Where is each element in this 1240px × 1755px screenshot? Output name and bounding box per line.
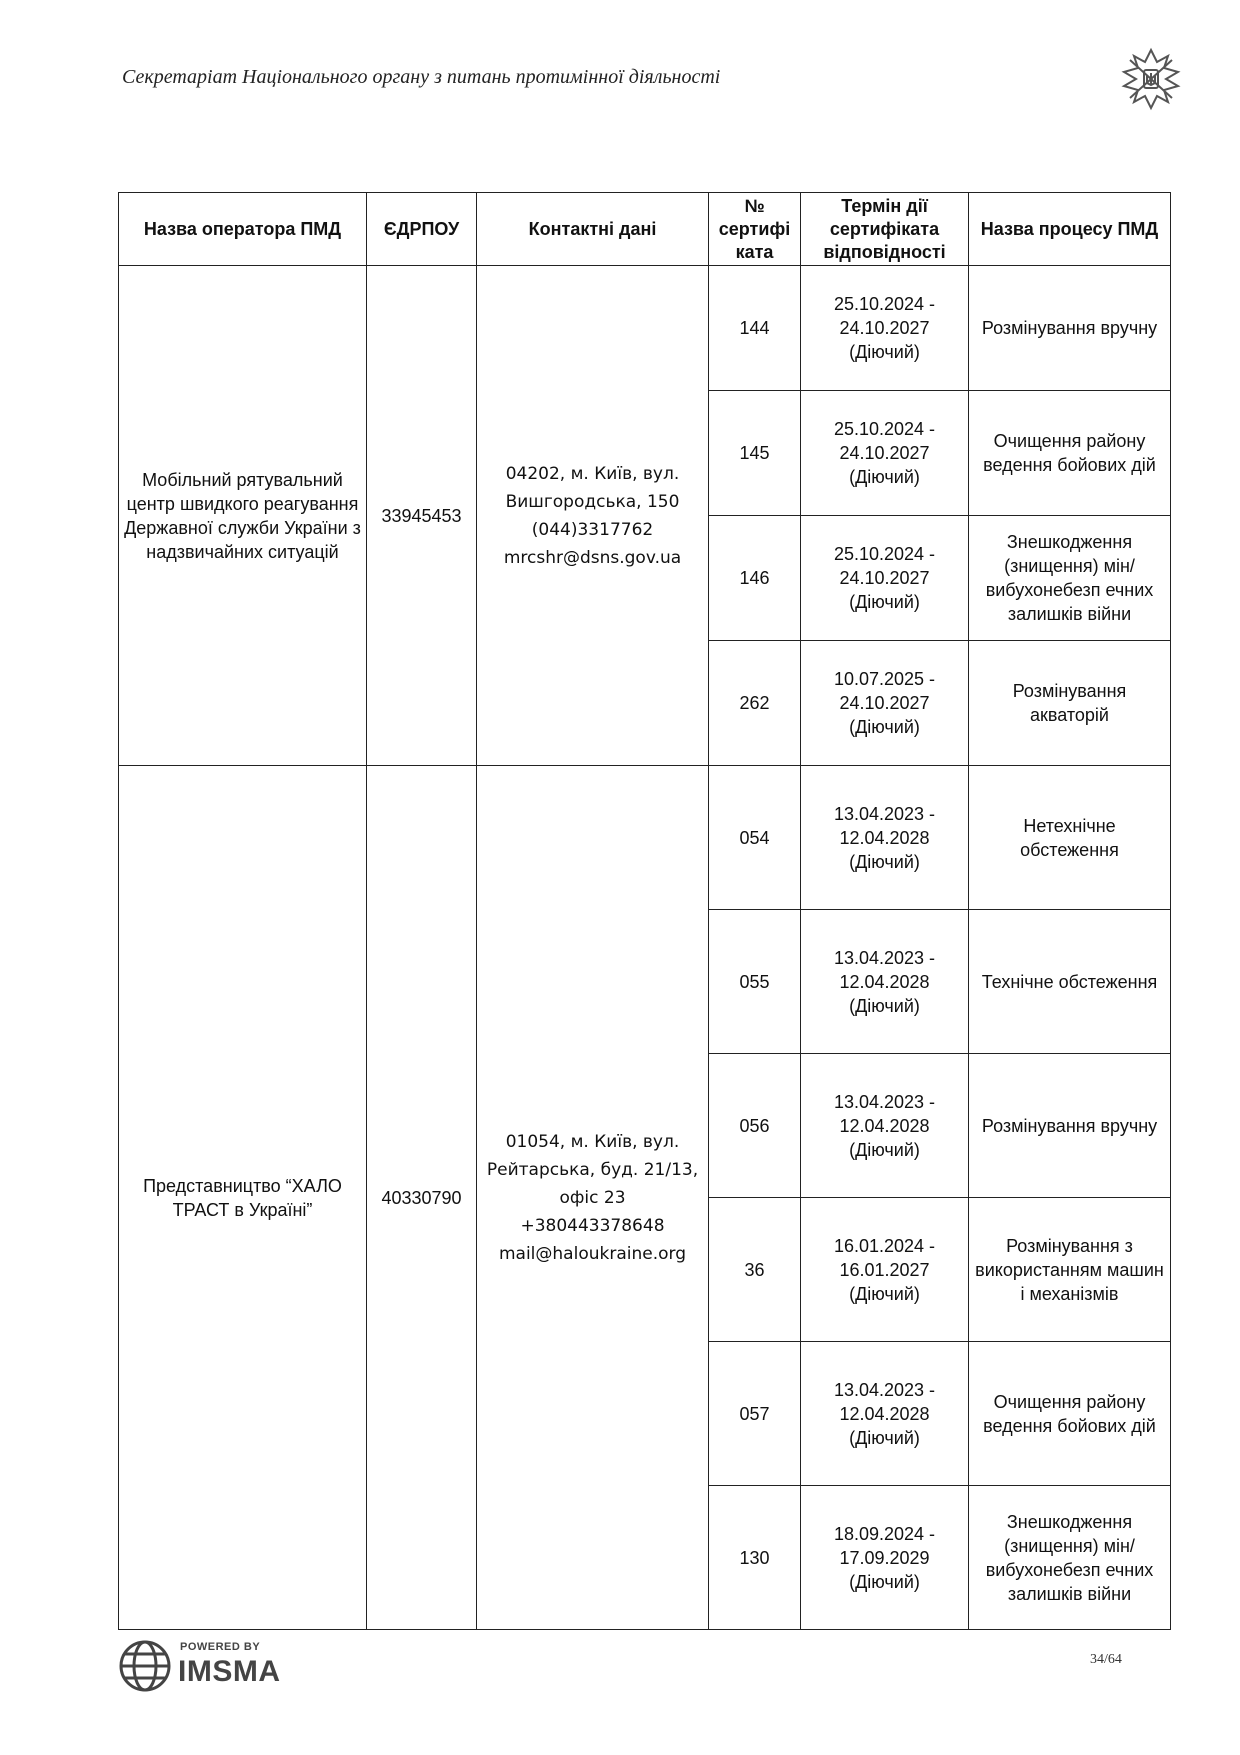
- column-header-validity-term: Термін дії сертифіката відповідності: [801, 193, 969, 266]
- table-row: [119, 266, 1171, 391]
- operator-name-cell: Представництво “ХАЛО ТРАСТ в Україні”: [119, 766, 367, 1630]
- logo-imsma: IMSMA: [178, 1655, 281, 1688]
- column-header-operator: Назва оператора ПМД: [119, 193, 367, 266]
- cert-term-cell: 10.07.2025 - 24.10.2027 (Діючий): [801, 641, 969, 766]
- column-header-process-name: Назва процесу ПМД: [969, 193, 1171, 266]
- contacts-cell: [477, 266, 709, 766]
- logo-powered-by: POWERED BY: [180, 1641, 261, 1653]
- cert-number-cell: 057: [709, 1342, 801, 1486]
- cert-term-cell: 13.04.2023 - 12.04.2028 (Діючий): [801, 1054, 969, 1198]
- mine-action-emblem-icon: [1118, 46, 1184, 112]
- operator-name-cell: Мобільний рятувальний центр швидкого реагування Державної служби України з надзвичайних ситуацій: [119, 266, 367, 766]
- cert-number-cell: 055: [709, 910, 801, 1054]
- cert-number-cell: 36: [709, 1198, 801, 1342]
- globe-icon: [118, 1639, 172, 1693]
- cert-term-cell: 13.04.2023 - 12.04.2028 (Діючий): [801, 910, 969, 1054]
- contact-email: mail@haloukraine.org: [498, 1243, 686, 1264]
- cert-number-cell: 262: [709, 641, 801, 766]
- process-name-cell: Знешкодження (знищення) мін/вибухонебезп ечних залишків війни: [969, 516, 1171, 641]
- contact-address: 01054, м. Київ, вул. Рейтарська, буд. 21/13, офіс 23: [486, 1131, 699, 1208]
- process-name-cell: Очищення району ведення бойових дій: [969, 1342, 1171, 1486]
- contact-phone: (044)3317762: [531, 519, 654, 540]
- page-header-title: Секретаріат Національного органу з питань протимінної діяльності: [122, 66, 721, 88]
- cert-number-cell: 054: [709, 766, 801, 910]
- process-name-cell: Розмінування з використанням машин і механізмів: [969, 1198, 1171, 1342]
- process-name-cell: Знешкодження (знищення) мін/вибухонебезп ечних залишків війни: [969, 1486, 1171, 1630]
- cert-term-cell: 18.09.2024 - 17.09.2029 (Діючий): [801, 1486, 969, 1630]
- process-name-cell: Очищення району ведення бойових дій: [969, 391, 1171, 516]
- column-header-contacts: Контактні дані: [477, 193, 709, 266]
- cert-number-cell: 144: [709, 266, 801, 391]
- process-name-cell: Розмінування вручну: [969, 266, 1171, 391]
- cert-term-cell: 16.01.2024 - 16.01.2027 (Діючий): [801, 1198, 969, 1342]
- column-header-edrpou: ЄДРПОУ: [367, 193, 477, 266]
- contact-email: mrcshr@dsns.gov.ua: [503, 547, 682, 568]
- cert-number-cell: 145: [709, 391, 801, 516]
- column-header-cert-number: № сертифі ката: [709, 193, 801, 266]
- process-name-cell: Нетехнічне обстеження: [969, 766, 1171, 910]
- cert-term-cell: 13.04.2023 - 12.04.2028 (Діючий): [801, 1342, 969, 1486]
- contacts-cell: [477, 766, 709, 1630]
- page-number: 34/64: [1090, 1652, 1122, 1667]
- cert-term-cell: 25.10.2024 - 24.10.2027 (Діючий): [801, 266, 969, 391]
- cert-term-cell: 25.10.2024 - 24.10.2027 (Діючий): [801, 391, 969, 516]
- process-name-cell: Розмінування акваторій: [969, 641, 1171, 766]
- table-header-row: [119, 193, 1171, 266]
- certificates-table: [118, 192, 1171, 1630]
- process-name-cell: Технічне обстеження: [969, 910, 1171, 1054]
- imsma-logo: [118, 1637, 288, 1697]
- contact-address: 04202, м. Київ, вул. Вишгородська, 150: [505, 463, 680, 512]
- cert-number-cell: 130: [709, 1486, 801, 1630]
- cert-number-cell: 056: [709, 1054, 801, 1198]
- cert-number-cell: 146: [709, 516, 801, 641]
- table-row: [119, 766, 1171, 910]
- cert-term-cell: 13.04.2023 - 12.04.2028 (Діючий): [801, 766, 969, 910]
- cert-term-cell: 25.10.2024 - 24.10.2027 (Діючий): [801, 516, 969, 641]
- edrpou-cell: 33945453: [367, 266, 477, 766]
- edrpou-cell: 40330790: [367, 766, 477, 1630]
- process-name-cell: Розмінування вручну: [969, 1054, 1171, 1198]
- contact-phone: +380443378648: [520, 1215, 665, 1236]
